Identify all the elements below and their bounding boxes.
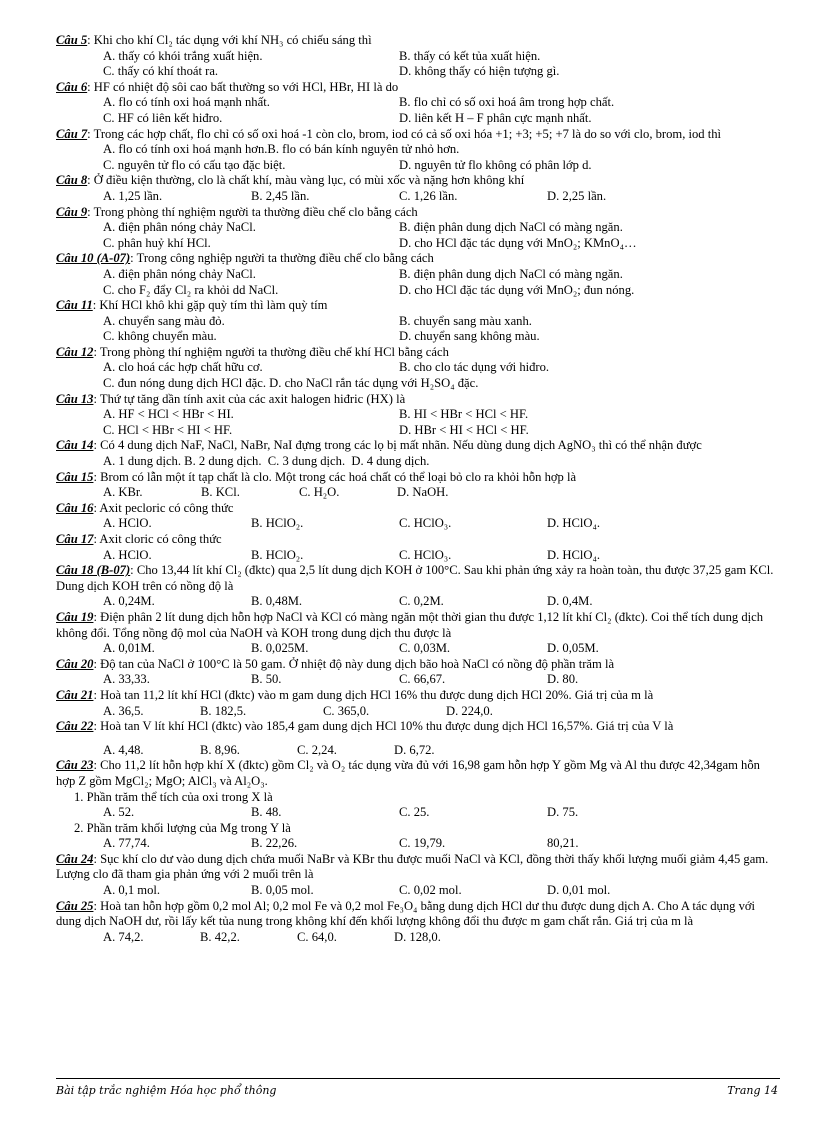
question-label: Câu 22	[56, 719, 94, 734]
option-c: C. 1,26 lần.	[399, 188, 458, 203]
option-c: C. 365,0.	[323, 703, 370, 718]
question-stem: : Cho 11,2 lít hỗn hợp khí X (đktc) gồm Cl₂ và O₂ tác dụng vừa đủ với 16,98 gam hỗn hợp Y gồm Mg và Al thu được 42,34gam hỗn hợp Z gồm MgCl₂; MgO; AlCl₃ và Al₂O₃.	[56, 758, 760, 788]
option-c: C. 19,79.	[399, 836, 446, 851]
question-7	[56, 127, 780, 174]
question-stem: : Ở điều kiện thường, clo là chất khí, màu vàng lục, có mùi xốc và nặng hơn không khí	[87, 173, 525, 188]
document-body	[56, 33, 780, 945]
option-d: D. 224,0.	[446, 703, 493, 718]
option-b: B. 22,26.	[251, 836, 298, 851]
question-label: Câu 25	[56, 898, 94, 913]
option-d: D. HClO₄.	[547, 547, 601, 562]
option-d: D. NaOH.	[397, 485, 449, 500]
option-d: D. HClO₄.	[547, 516, 601, 531]
option-d: D. 0,01 mol.	[547, 883, 611, 898]
question-label: Câu 6	[56, 79, 88, 94]
option-c: C. 3 dung dịch.	[267, 454, 346, 469]
question-12	[56, 345, 780, 392]
option-d: D. 6,72.	[394, 742, 435, 757]
option-a: A. KBr.	[103, 485, 143, 500]
question-stem: : Axit cloric có công thức	[93, 532, 222, 546]
option-d: D. cho NaCl rắn tác dụng với H₂SO₄ đặc.	[269, 376, 479, 391]
question-stem: : Trong phòng thí nghiệm người ta thường điều chế clo bằng cách	[87, 204, 418, 219]
question-24	[56, 852, 780, 899]
option-b: B. HClO₂.	[251, 516, 304, 531]
option-a: A. HF < HCl < HBr < HI.	[103, 407, 234, 422]
option-d: D. 80.	[547, 672, 579, 687]
question-label: Câu 9	[56, 204, 88, 219]
question-label: Câu 20	[56, 656, 94, 671]
question-label: Câu 19	[56, 609, 94, 624]
question-25	[56, 899, 780, 946]
option-a: A. điện phân nóng chảy NaCl.	[103, 266, 256, 281]
option-d: D. HBr < HI < HCl < HF.	[399, 422, 529, 437]
question-15	[56, 470, 780, 501]
question-label: Câu 21	[56, 687, 94, 702]
question-14	[56, 438, 780, 469]
question-label: Câu 23	[56, 758, 94, 773]
option-c: C. H₂O.	[299, 485, 340, 500]
option-d: 80,21.	[547, 836, 579, 851]
option-c: C. 66,67.	[399, 672, 446, 687]
question-stem: : Khi cho khí Cl₂ tác dụng với khí NH₃ có chiếu sáng thì	[87, 33, 372, 47]
question-label: Câu 7	[56, 126, 88, 141]
question-label: Câu 16	[56, 500, 94, 515]
option-a: A. HClO.	[103, 516, 152, 531]
option-c: C. đun nóng dung dịch HCl đặc.	[103, 376, 267, 391]
option-d: D. 4 dung dịch.	[351, 454, 430, 469]
option-a: A. 74,2.	[103, 929, 144, 944]
option-a: A. flo có tính oxi hoá mạnh hơn.	[103, 142, 268, 157]
option-d: D. 75.	[547, 805, 579, 820]
question-label: Câu 11	[56, 298, 93, 313]
question-stem: : Sục khí clo dư vào dung dịch chứa muối NaBr và KBr thu được muối NaCl và KCl, đồng thời thấy khối lượng muối giảm 4,45 gam. Lượng clo đã tham gia phản ứng với 2 muối trên là	[56, 851, 769, 882]
option-a: A. 4,48.	[103, 742, 144, 757]
option-a: A. chuyển sang màu đỏ.	[103, 313, 225, 328]
option-a: A. 0,01M.	[103, 641, 155, 656]
option-d: D. không thấy có hiện tượng gì.	[399, 64, 560, 79]
option-c: C. 25.	[399, 805, 430, 820]
option-b: B. điện phân dung dịch NaCl có màng ngăn.	[399, 220, 623, 235]
option-a: A. 77,74.	[103, 836, 150, 851]
question-label: Câu 8	[56, 173, 88, 188]
option-b: B. flo chỉ có số oxi hoá âm trong hợp chất.	[399, 95, 615, 110]
option-b: B. 2 dung dịch.	[184, 454, 262, 469]
question-label: Câu 15	[56, 469, 94, 484]
option-b: B. thấy có kết tủa xuất hiện.	[399, 48, 541, 63]
option-a: A. thấy có khói trắng xuất hiện.	[103, 48, 263, 63]
option-c: C. thấy có khí thoát ra.	[103, 64, 219, 79]
question-21	[56, 688, 780, 719]
option-d: D. 0,4M.	[547, 594, 593, 609]
option-d: D. 128,0.	[394, 929, 441, 944]
option-d: D. liên kết H – F phân cực mạnh nhất.	[399, 110, 592, 125]
question-18	[56, 563, 780, 610]
question-label: Câu 14	[56, 438, 94, 453]
footer-title: Bài tập trắc nghiệm Hóa học phổ thông	[56, 1084, 277, 1097]
option-c: C. HClO₃.	[399, 547, 452, 562]
option-c: C. 0,2M.	[399, 594, 444, 609]
option-a: A. 36,5.	[103, 703, 144, 718]
option-b: B. 48.	[251, 805, 282, 820]
option-c: C. 0,03M.	[399, 641, 451, 656]
option-b: B. 50.	[251, 672, 282, 687]
option-a: A. 1 dung dịch.	[103, 454, 182, 469]
option-d: D. cho HCl đặc tác dụng với MnO₂; đun nóng.	[399, 282, 635, 297]
option-a: A. 0,1 mol.	[103, 883, 161, 898]
option-a: A. 1,25 lần.	[103, 188, 163, 203]
question-10	[56, 251, 780, 298]
option-b: B. HClO₂.	[251, 547, 304, 562]
option-d: D. chuyển sang không màu.	[399, 329, 540, 344]
footer-divider	[56, 1078, 780, 1079]
option-a: A. 52.	[103, 805, 135, 820]
question-stem: : Khí HCl khô khi gặp quỳ tím thì làm quỳ tím	[92, 298, 328, 313]
question-stem: : HF có nhiệt độ sôi cao bất thường so với HCl, HBr, HI là do	[87, 79, 399, 94]
option-d: D. 2,25 lần.	[547, 188, 607, 203]
option-c: C. cho F₂ đẩy Cl₂ ra khỏi dd NaCl.	[103, 282, 279, 297]
option-a: A. 0,24M.	[103, 594, 155, 609]
question-stem: : Hoà tan 11,2 lít khí HCl (đktc) vào m gam dung dịch HCl 16% thu được dung dịch HCl 20%. Giá trị của m là	[93, 687, 654, 702]
question-stem: : Thứ tự tăng dần tính axit của các axit halogen hiđric (HX) là	[93, 391, 406, 406]
option-b: B. cho clo tác dụng với hiđro.	[399, 360, 550, 375]
option-c: C. không chuyển màu.	[103, 329, 217, 344]
question-label: Câu 24	[56, 851, 94, 866]
question-stem: : Điện phân 2 lít dung dịch hỗn hợp NaCl và KCl có màng ngăn một thời gian thu được 1,12 lít khí Cl₂ (đktc). Coi thể tích dung dịch không đổi. Tổng nồng độ mol của NaOH và KOH trong dung dịch thu được là	[56, 609, 764, 640]
option-c: C. HF có liên kết hiđro.	[103, 110, 223, 125]
option-a: A. flo có tính oxi hoá mạnh nhất.	[103, 95, 270, 110]
option-a: A. clo hoá các hợp chất hữu cơ.	[103, 360, 263, 375]
option-b: B. 0,025M.	[251, 641, 309, 656]
option-b: B. 8,96.	[200, 742, 240, 757]
question-11	[56, 298, 780, 345]
option-c: C. nguyên tử flo có cấu tạo đặc biệt.	[103, 157, 286, 172]
option-b: B. 42,2.	[200, 929, 240, 944]
question-8	[56, 173, 780, 204]
question-6	[56, 80, 780, 127]
option-b: B. KCl.	[201, 485, 240, 500]
sub-question-2: 2. Phần trăm khối lượng của Mg trong Y là	[74, 820, 291, 835]
question-label: Câu 5	[56, 33, 88, 47]
question-label: Câu 10 (A-07)	[56, 251, 131, 266]
question-13	[56, 392, 780, 439]
option-a: A. điện phân nóng chảy NaCl.	[103, 220, 256, 235]
question-label: Câu 13	[56, 391, 94, 406]
option-a: A. HClO.	[103, 547, 152, 562]
question-16	[56, 501, 780, 532]
option-b: B. flo có bán kính nguyên tử nhỏ hơn.	[267, 142, 460, 157]
option-c: C. 0,02 mol.	[399, 883, 462, 898]
option-c: C. HCl < HBr < HI < HF.	[103, 422, 233, 437]
option-b: B. 0,48M.	[251, 594, 303, 609]
sub-question-1: 1. Phần trăm thể tích của oxi trong X là	[74, 789, 273, 804]
question-19	[56, 610, 780, 657]
question-stem: : Trong công nghiệp người ta thường điều chế clo bằng cách	[130, 251, 434, 266]
question-9	[56, 205, 780, 252]
option-c: C. 64,0.	[297, 929, 337, 944]
question-stem: : Brom có lẫn một ít tạp chất là clo. Một trong các hoá chất có thể loại bỏ clo ra khỏi hỗn hợp là	[93, 469, 577, 484]
question-label: Câu 12	[56, 344, 94, 359]
option-b: B. chuyển sang màu xanh.	[399, 313, 532, 328]
question-stem: : Trong các hợp chất, flo chỉ có số oxi hoá -1 còn clo, brom, iod có cả số oxi hóa +1; +3; +5; +7 là do so với clo, brom, iod thì	[87, 126, 722, 141]
option-c: C. 2,24.	[297, 742, 337, 757]
question-stem: : Trong phòng thí nghiệm người ta thường điều chế khí HCl bằng cách	[93, 344, 449, 359]
question-label: Câu 18 (B-07)	[56, 563, 131, 578]
option-d: D. 0,05M.	[547, 641, 599, 656]
option-c: C. phân huỷ khí HCl.	[103, 235, 211, 250]
option-b: B. điện phân dung dịch NaCl có màng ngăn.	[399, 266, 623, 281]
option-a: A. 33,33.	[103, 672, 150, 687]
question-5	[56, 33, 780, 80]
question-stem: : Hoà tan hỗn hợp gồm 0,2 mol Al; 0,2 mol Fe và 0,2 mol Fe₃O₄ bằng dung dịch HCl dư thu được dung dịch A. Cho A tác dụng với dung dịch NaOH dư, rồi lấy kết tủa nung trong không khí đến khối lượng không đổi thu được m gam chất rắn. Giá trị của m là	[56, 898, 756, 929]
question-stem: : Hoà tan V lít khí HCl (đktc) vào 185,4 gam dung dịch HCl 10% thu được dung dịch HCl 16,57%. Giá trị của V là	[93, 719, 674, 734]
question-stem: : Cho 13,44 lít khí Cl₂ (đktc) qua 2,5 lít dung dịch KOH ở 100°C. Sau khi phản ứng xảy ra hoàn toàn, thu được 37,25 gam KCl. Dung dịch KOH trên có nồng độ là	[56, 563, 774, 593]
question-label: Câu 17	[56, 532, 94, 546]
question-17	[56, 532, 780, 563]
option-c: C. HClO₃.	[399, 516, 452, 531]
option-b: B. HI < HBr < HCl < HF.	[399, 407, 529, 422]
question-20	[56, 657, 780, 688]
question-stem: : Có 4 dung dịch NaF, NaCl, NaBr, NaI đựng trong các lọ bị mất nhãn. Nếu dùng dung dịch AgNO₃ thì có thể nhận được	[93, 438, 702, 453]
option-d: D. nguyên tử flo không có phân lớp d.	[399, 157, 592, 172]
question-stem: : Axit pecloric có công thức	[93, 500, 234, 515]
question-23	[56, 758, 780, 852]
question-22	[56, 719, 780, 758]
option-b: B. 0,05 mol.	[251, 883, 314, 898]
option-b: B. 2,45 lần.	[251, 188, 310, 203]
question-stem: : Độ tan của NaCl ở 100°C là 50 gam. Ở nhiệt độ này dung dịch bão hoà NaCl có nồng độ phần trăm là	[93, 656, 615, 671]
option-d: D. cho HCl đặc tác dụng với MnO₂; KMnO₄…	[399, 235, 637, 250]
option-b: B. 182,5.	[200, 703, 247, 718]
page-number: Trang 14	[727, 1084, 778, 1097]
